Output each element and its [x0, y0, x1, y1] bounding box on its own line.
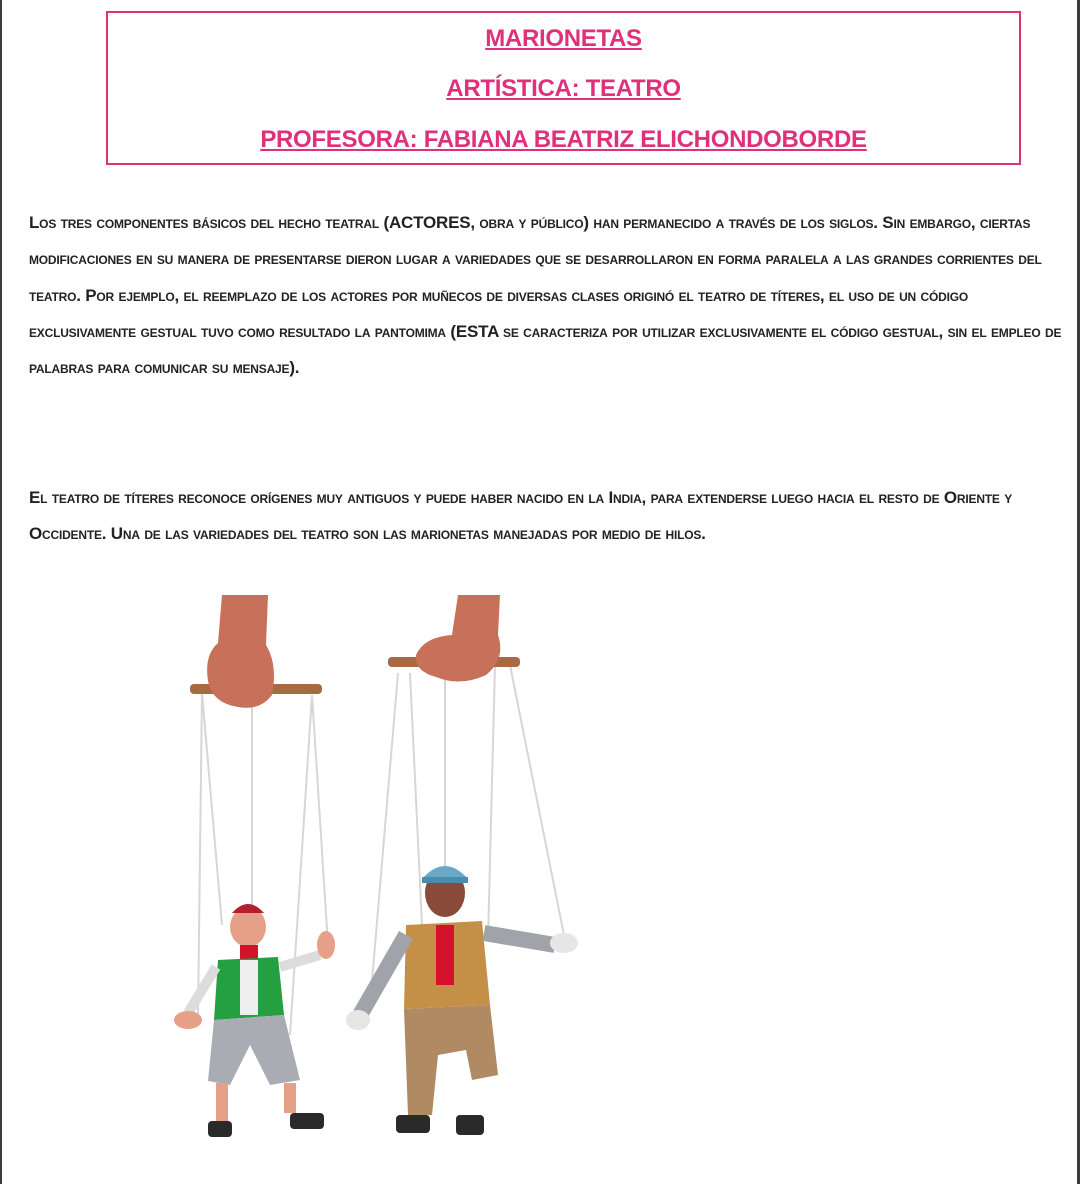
paragraph-intro: Los tres componentes básicos del hecho teatral (ACTORES, obra y público) han permanecido a través de los siglos. Sin embargo, ciertas modificaciones en su manera de presentarse dieron lugar a variedades que se desarrollaron en forma paralela a las grandes corrientes del teatro. Por ejemplo, el reemplazo de los actores por muñecos de diversas clases originó el teatro de títeres, el uso de un código exclusivamente gestual tuvo como resultado la pantomima (ESTA se caracteriza por utilizar exclusivamente el código gestual, sin el empleo de palabras para comunicar su mensaje).: [29, 213, 1062, 378]
marionettes-photo: [160, 595, 590, 1165]
right-puppet: [346, 866, 578, 1135]
subject-line: ARTÍSTICA: TEATRO: [446, 75, 681, 102]
left-hand: [207, 595, 274, 708]
right-hand: [416, 595, 500, 682]
paragraph-puppets: El teatro de títeres reconoce orígenes muy antiguos y puede haber nacido en la India, para extenderse luego hacia el resto de Oriente y Occidente. Una de las variedades del teatro son las marionetas manejadas por medio de hilos.: [29, 488, 1013, 544]
left-edge-line: [0, 0, 2, 1184]
title-box: [106, 11, 1021, 165]
document-title: MARIONETAS: [485, 25, 642, 52]
teacher-line: PROFESORA: FABIANA BEATRIZ ELICHONDOBORDE: [260, 126, 867, 153]
